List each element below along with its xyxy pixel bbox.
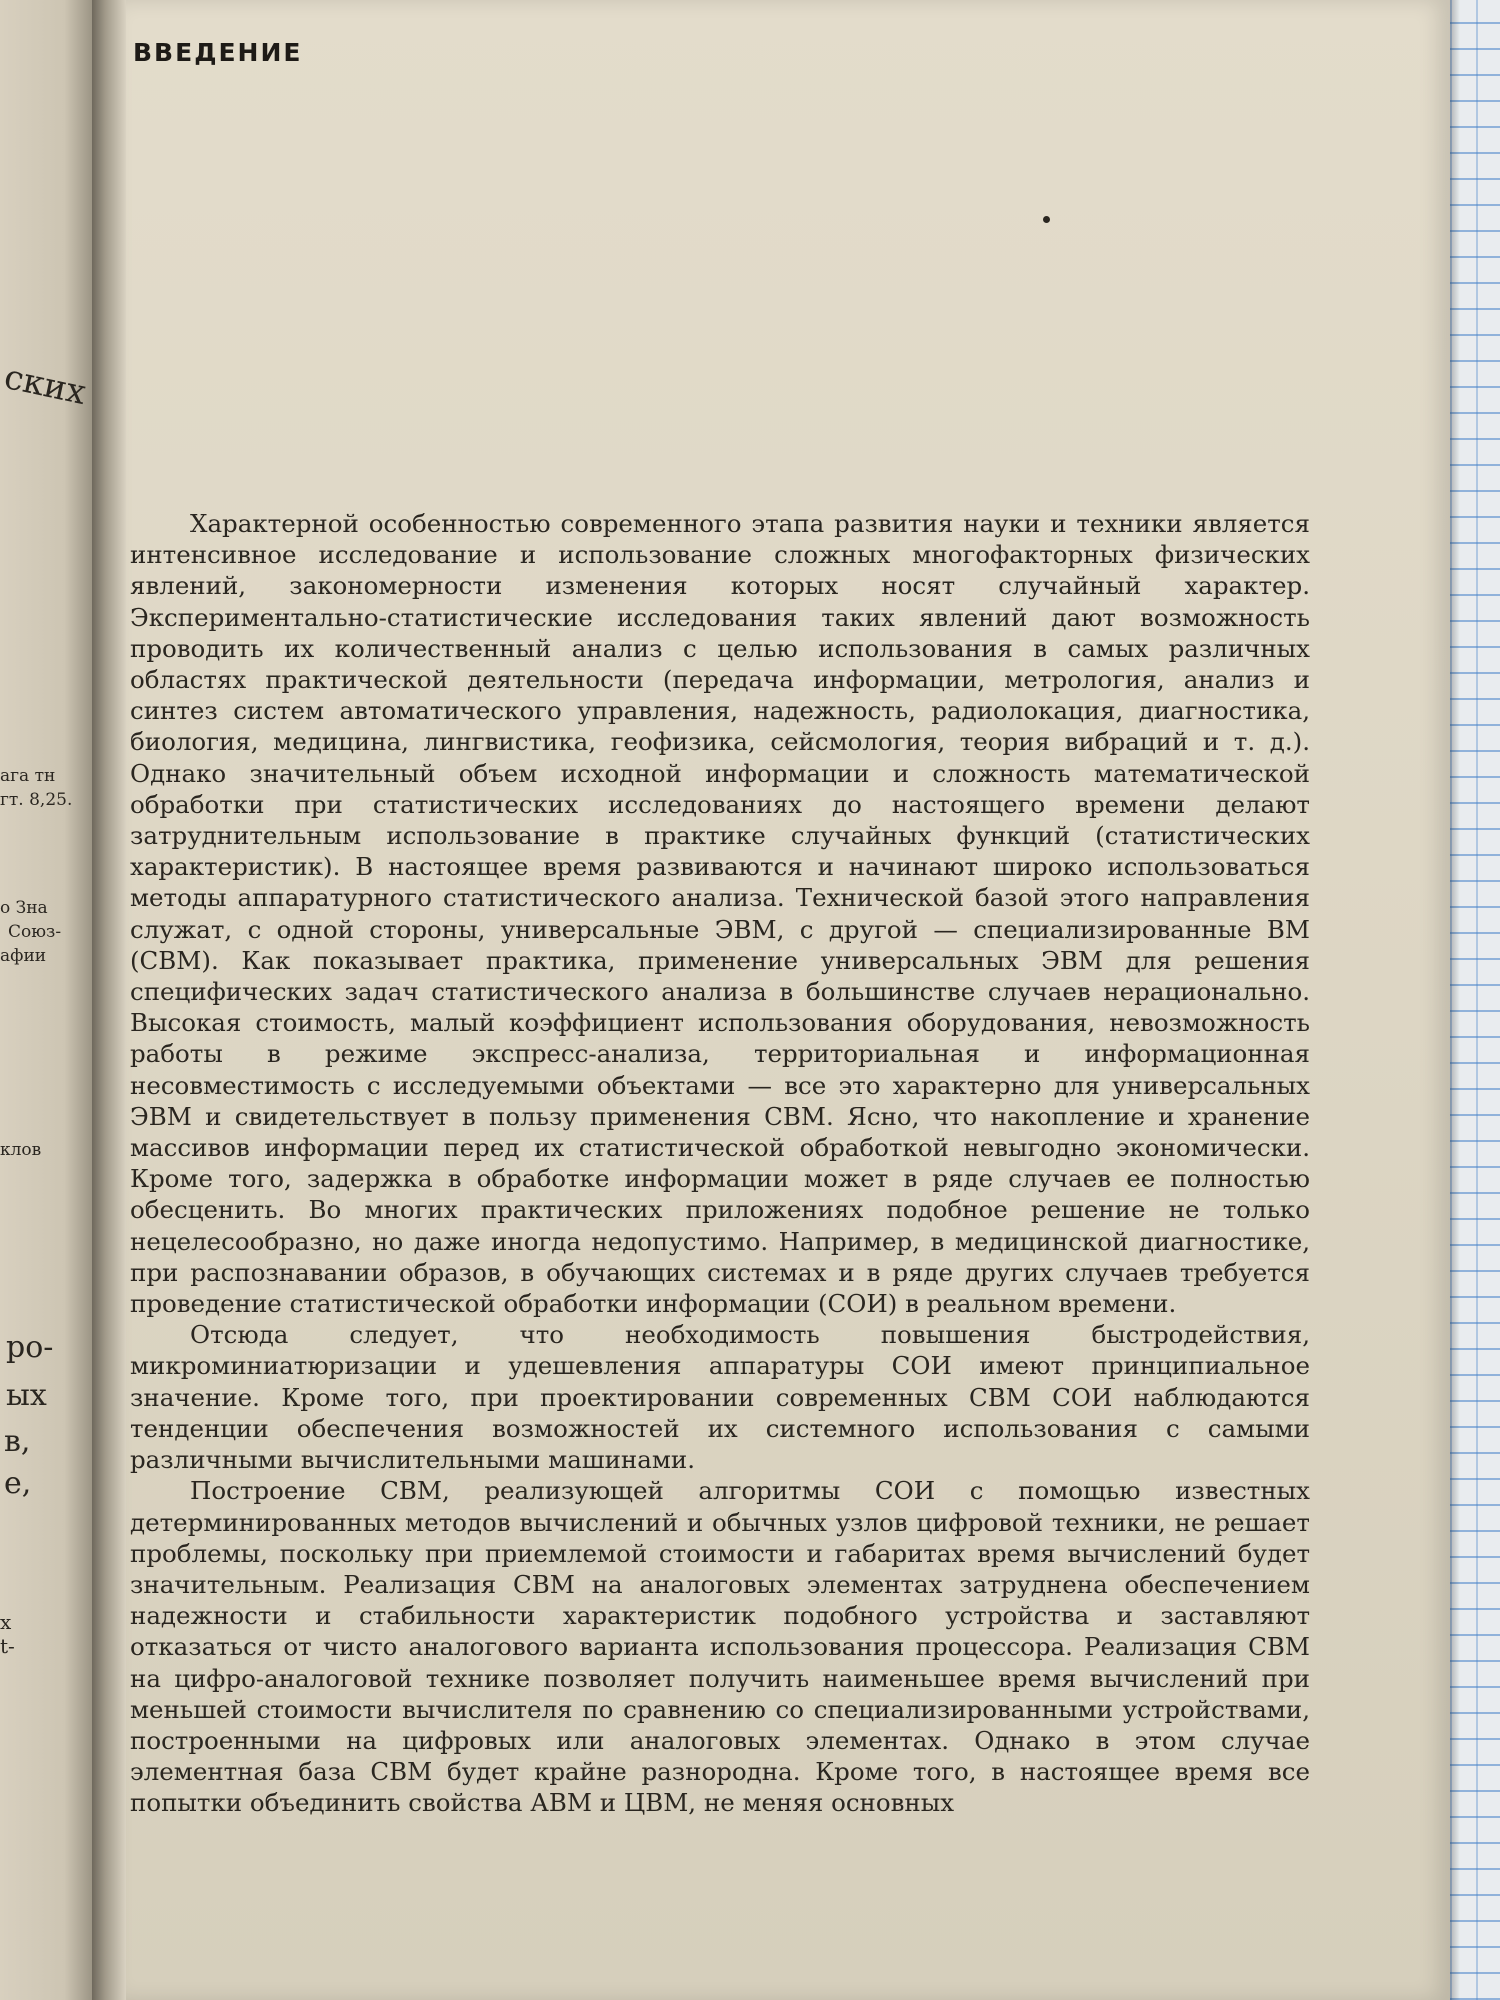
left-page-fragment: t- [0, 1634, 15, 1658]
chapter-body [130, 508, 1310, 1819]
left-page-fragment: в, [4, 1424, 31, 1459]
paragraph: Построение СВМ, реализующей алгоритмы СОИ с помощью известных детерминированных методов вычислений и обычных узлов цифровой техники, не решает проблемы, поскольку при приемлемой стоимости и габаритах время вычислений будет значительным. Реализация СВМ на аналоговых элементах затруднена обеспечением надежности и стабильности характеристик подобного устройства и заставляют отказаться от чисто аналогового варианта использования процессора. Реализация СВМ на цифро-аналоговой технике позволяет получить наименьшее время вычислений при меньшей стоимости вычислителя по сравнению со специализированными устройствами, построенными на цифровых или аналоговых элементах. Однако в этом случае элементная база СВМ будет крайне разнородна. Кроме того, в настоящее время все попытки объединить свойства АВМ и ЦВМ, не меняя основных [130, 1476, 1310, 1818]
graph-paper-strip [1450, 0, 1500, 2000]
left-page-fragment: афии [0, 946, 47, 966]
paragraph: Отсюда следует, что необходимость повышения быстродействия, микроминиатюризации и удешевления аппаратуры СОИ имеют принципиальное значение. Кроме того, при проектировании современных СВМ СОИ наблюдаются тенденции обеспечения возможностей их системного использования с самыми различными вычислительными машинами. [130, 1320, 1310, 1475]
left-page-fragment: Союз- [8, 922, 62, 942]
left-page-edge [0, 0, 92, 2000]
chapter-heading: ВВЕДЕНИЕ [133, 38, 303, 67]
ink-speck [1043, 216, 1050, 223]
book-gutter [92, 0, 126, 2000]
left-page-fragment: гт. 8,25. [0, 790, 73, 810]
left-page-fragment: клов [0, 1140, 42, 1160]
left-page-fragment: ага тн [0, 766, 56, 786]
left-page-fragment: ых [6, 1378, 47, 1413]
left-page-fragment: х [0, 1610, 12, 1634]
left-page-fragment: е, [4, 1466, 32, 1501]
left-page-fragment: о Зна [0, 898, 48, 918]
left-page-fragment: ских [0, 356, 90, 414]
paragraph: Характерной особенностью современного этапа развития науки и техники является интенсивное исследование и использование сложных многофакторных физических явлений, закономерности изменения которых носят случайный характер. Экспериментально-статистические исследования таких явлений дают возможность проводить их количественный анализ с целью использования в самых различных областях практической деятельности (передача информации, метрология, анализ и синтез систем автоматического управления, надежность, радиолокация, диагностика, биология, медицина, лингвистика, геофизика, сейсмология, теория вибраций и т. д.). Однако значительный объем исходной информации и сложность математической обработки при статистических исследованиях до настоящего времени делают затруднительным использование в практике случайных функций (статистических характеристик). В настоящее время развиваются и начинают широко использоваться методы аппаратурного статистического анализа. Технической базой этого направления служат, с одной стороны, универсальные ЭВМ, с другой — специализированные ВМ (СВМ). Как показывает практика, применение универсальных ЭВМ для решения специфических задач статистического анализа в большинстве случаев нерационально. Высокая стоимость, малый коэффициент использования оборудования, невозможность работы в режиме экспресс-анализа, территориальная и информационная несовместимость с исследуемыми объектами — все это характерно для универсальных ЭВМ и свидетельствует в пользу применения СВМ. Ясно, что накопление и хранение массивов информации перед их статистической обработкой невыгодно экономически. Кроме того, задержка в обработке информации может в ряде случаев ее полностью обесценить. Во многих практических приложениях подобное решение не только нецелесообразно, но даже иногда недопустимо. Например, в медицинской диагностике, при распознавании образов, в обучающих системах и в ряде других случаев требуется проведение статистической обработки информации (СОИ) в реальном времени. [130, 509, 1310, 1319]
left-page-fragment: ро- [6, 1330, 54, 1365]
